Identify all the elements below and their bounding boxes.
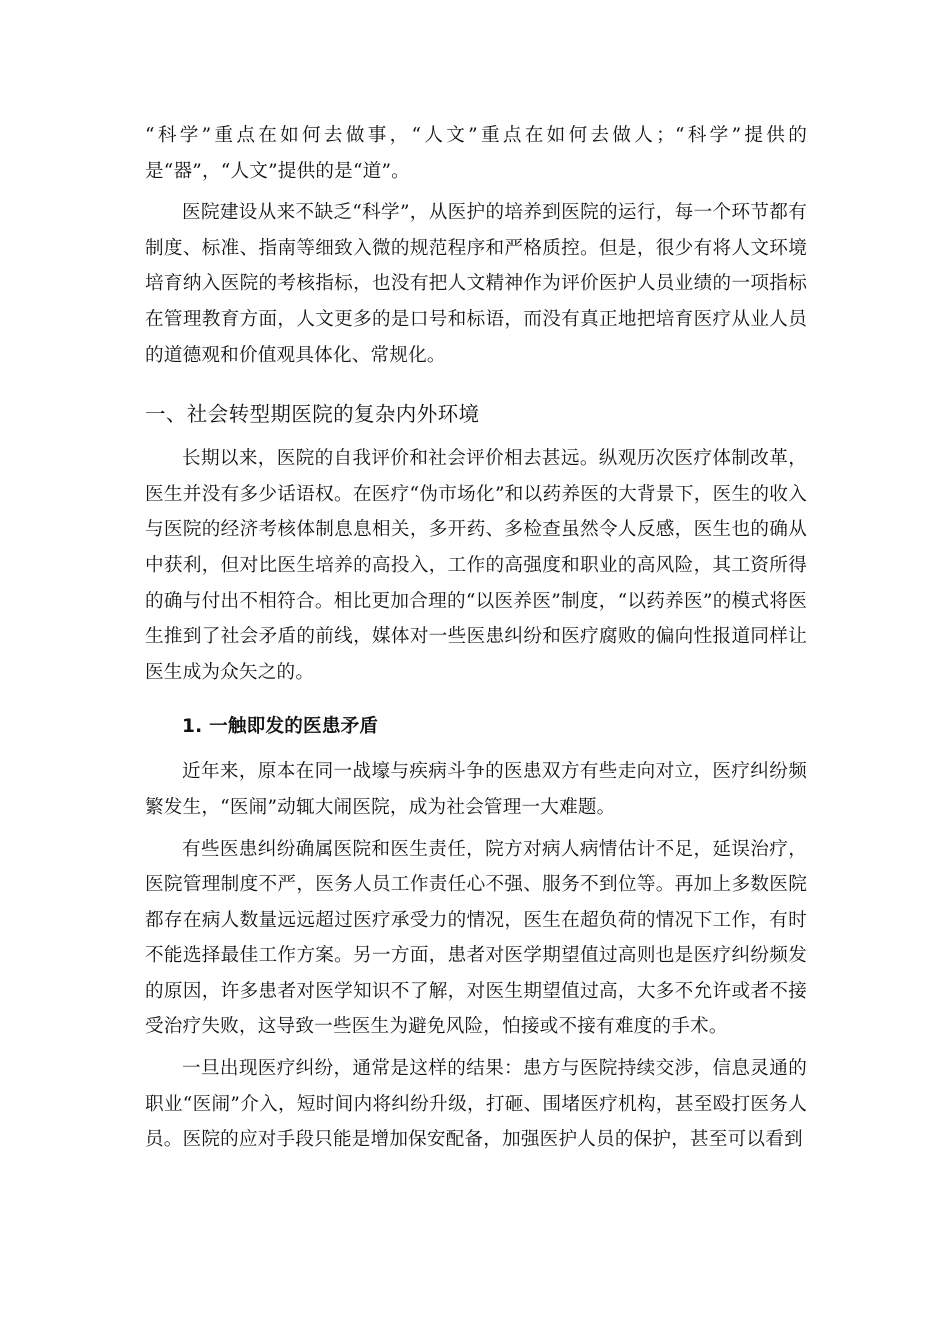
subsection-heading: 1. 一触即发的医患矛盾: [182, 716, 379, 738]
section-paragraph: 长期以来，医院的自我评价和社会评价相去甚远。纵观历次医疗体制改革，医生并没有多少话语权。在医疗“伪市场化”和以药养医的大背景下，医生的收入与医院的经济考核体制息息相关，多开药、多检查虽然令人反感，医生也的确从中获利，但对比医生培养的高投入，工作的高强度和职业的高风险，其工资所得的确与付出不相符合。相比更加合理的“以医养医”制度，“以药养医”的模式将医生推到了社会矛盾的前线，媒体对一些医患纠纷和医疗腐败的偏向性报道同样让医生成为众矢之的。: [145, 448, 807, 683]
subsection-paragraph-3: 一旦出现医疗纠纷，通常是这样的结果：患方与医院持续交涉，信息灵通的职业“医闹”介入，短时间内将纠纷升级，打砸、围堵医疗机构，甚至殴打医务人员。医院的应对手段只能是增加保安配备，加强医护人员的保护，甚至可以看到: [145, 1058, 807, 1151]
subsection-paragraph-1: 近年来，原本在同一战壕与疾病斗争的医患双方有些走向对立，医疗纠纷频繁发生，“医闹”动辄大闹医院，成为社会管理一大难题。: [145, 761, 807, 818]
subsection-paragraph-2: 有些医患纠纷确属医院和医生责任，院方对病人病情估计不足，延误治疗，医院管理制度不严，医务人员工作责任心不强、服务不到位等。再加上多数医院都存在病人数量远远超过医疗承受力的情况，医生在超负荷的情况下工作，有时不能选择最佳工作方案。另一方面，患者对医学期望值过高则也是医疗纠纷频发的原因，许多患者对医学知识不了解，对医生期望值过高，大多不允许或者不接受治疗失败，这导致一些医生为避免风险，怕接或不接有难度的手术。: [145, 838, 807, 1038]
intro-paragraph-2: 医院建设从来不缺乏“科学”，从医护的培养到医院的运行，每一个环节都有制度、标准、指南等细致入微的规范程序和严格质控。但是，很少有将人文环境培育纳入医院的考核指标，也没有把人文精神作为评价医护人员业绩的一项指标在管理教育方面，人文更多的是口号和标语，而没有真正地把培育医疗从业人员的道德观和价值观具体化、常规化。: [145, 202, 807, 366]
document-page: [145, 118, 807, 1158]
intro-paragraph-1: “科学”重点在如何去做事，“人文”重点在如何去做人；“科学”提供的是“器”，“人文”提供的是“道”。: [145, 125, 807, 182]
section-heading: 一、社会转型期医院的复杂内外环境: [145, 402, 480, 427]
